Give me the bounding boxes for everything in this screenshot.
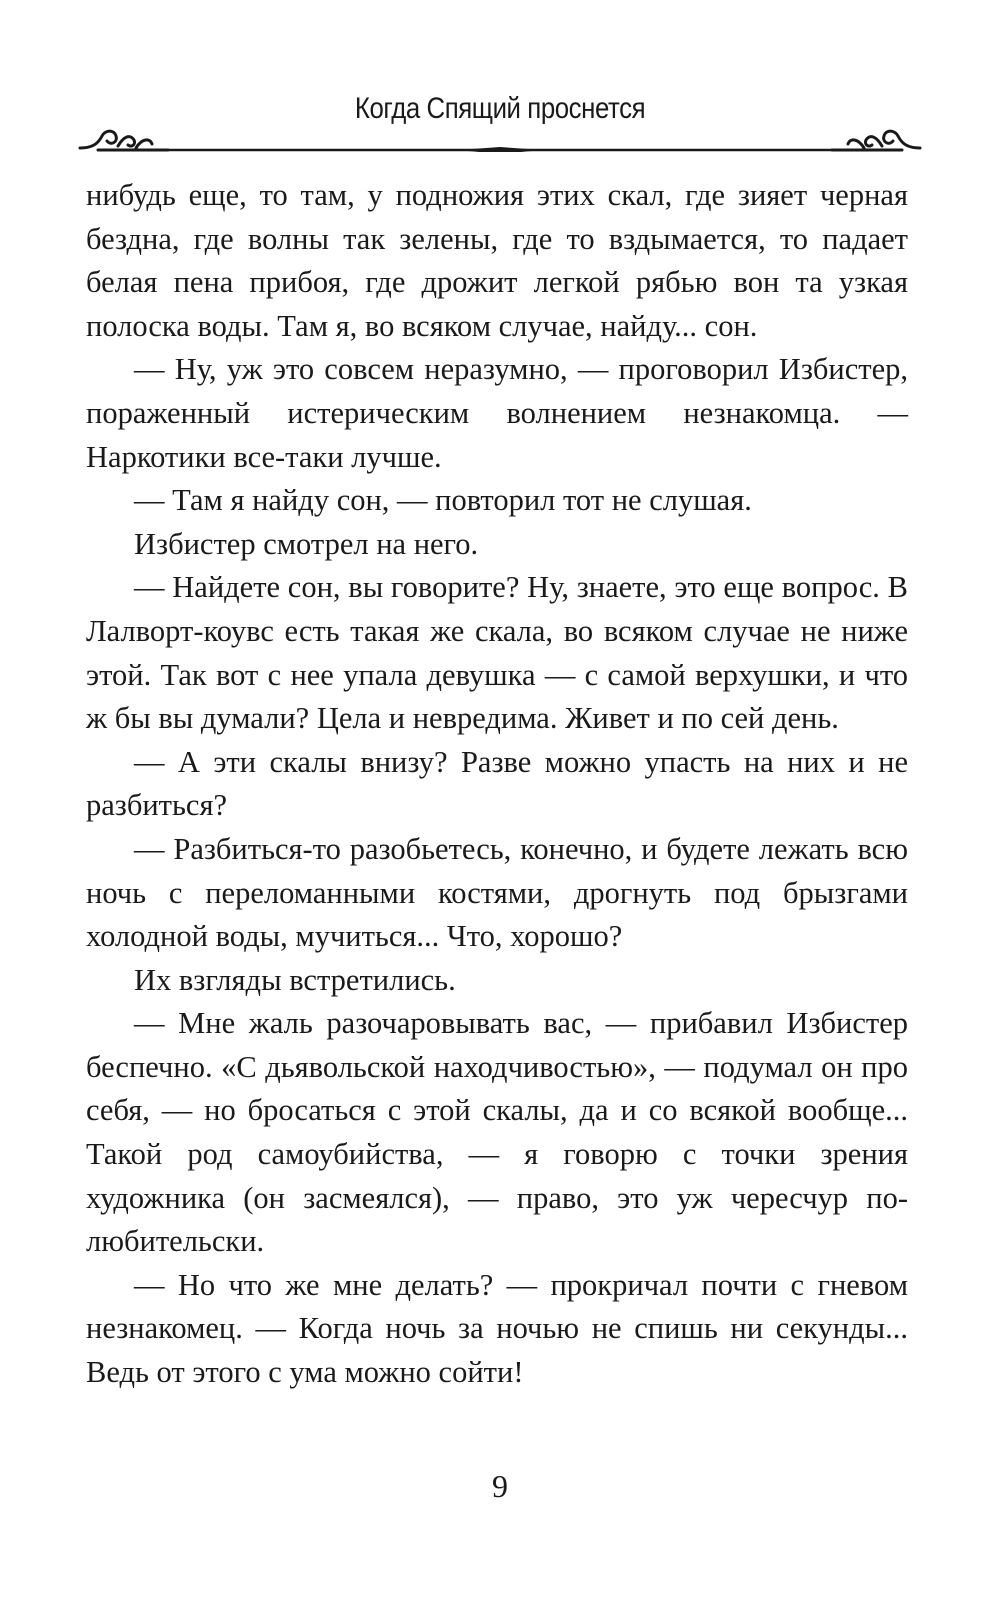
paragraph-10: — Но что же мне делать? — прокричал почти с гневом незнакомец. — Когда ночь за ночью не спишь ни секунды... Ведь от этого с ума можно сойти!: [86, 1267, 908, 1390]
paragraph-6: — А эти скалы внизу? Разве можно упасть на них и не разбиться?: [86, 744, 908, 823]
paragraph-7: — Разбиться-то разобьетесь, конечно, и будете лежать всю ночь с переломанными костями, дрогнуть под брызгами холодной воды, мучиться... Что, хорошо?: [86, 831, 908, 954]
paragraph-5: — Найдете сон, вы говорите? Ну, знаете, это еще вопрос. В Лалворт-коувс есть такая же скала, во всяком случае не ниже этой. Так вот с нее упала девушка — с самой верхушки, и что ж бы вы думали? Цела и невредима. Живет и по сей день.: [86, 570, 908, 736]
paragraph-4: Избистер смотрел на него.: [134, 526, 479, 561]
running-header: [78, 84, 922, 154]
paragraph-9: — Мне жаль разочаровывать вас, — прибавил Избистер беспечно. «С дьявольской находчивостью», — подумал он про себя, — но бросаться с этой скалы, да и со всякой вообще... Такой род самоубийства, — я говорю с точки зрения художника (он засмеялся), — право, это уж чересчур по-любительски.: [86, 1006, 908, 1259]
paragraph-2: — Ну, уж это совсем неразумно, — проговорил Избистер, пораженный истерическим волнением незнакомца. — Наркотики все-таки лучше.: [86, 352, 908, 474]
left-flourish-ornament: [80, 131, 168, 150]
paragraph-8: Их взгляды встретились.: [134, 962, 456, 997]
page-number: 9: [492, 1468, 508, 1504]
paragraph-3: — Там я найду сон, — повторил тот не слушая.: [134, 483, 752, 518]
header-ornamental-rule: [78, 126, 922, 152]
header-title: Когда Спящий проснется: [354, 92, 646, 125]
main-text: [86, 174, 908, 1395]
right-flourish-ornament: [832, 131, 920, 150]
paragraph-1: нибудь еще, то там, у подножия этих скал, где зияет черная бездна, где волны так зелены, где то вздымается, то падает белая пена прибоя, где дрожит легкой рябью вон та узкая полоска воды. Там я, во всяком случае, найду... сон.: [86, 178, 908, 343]
